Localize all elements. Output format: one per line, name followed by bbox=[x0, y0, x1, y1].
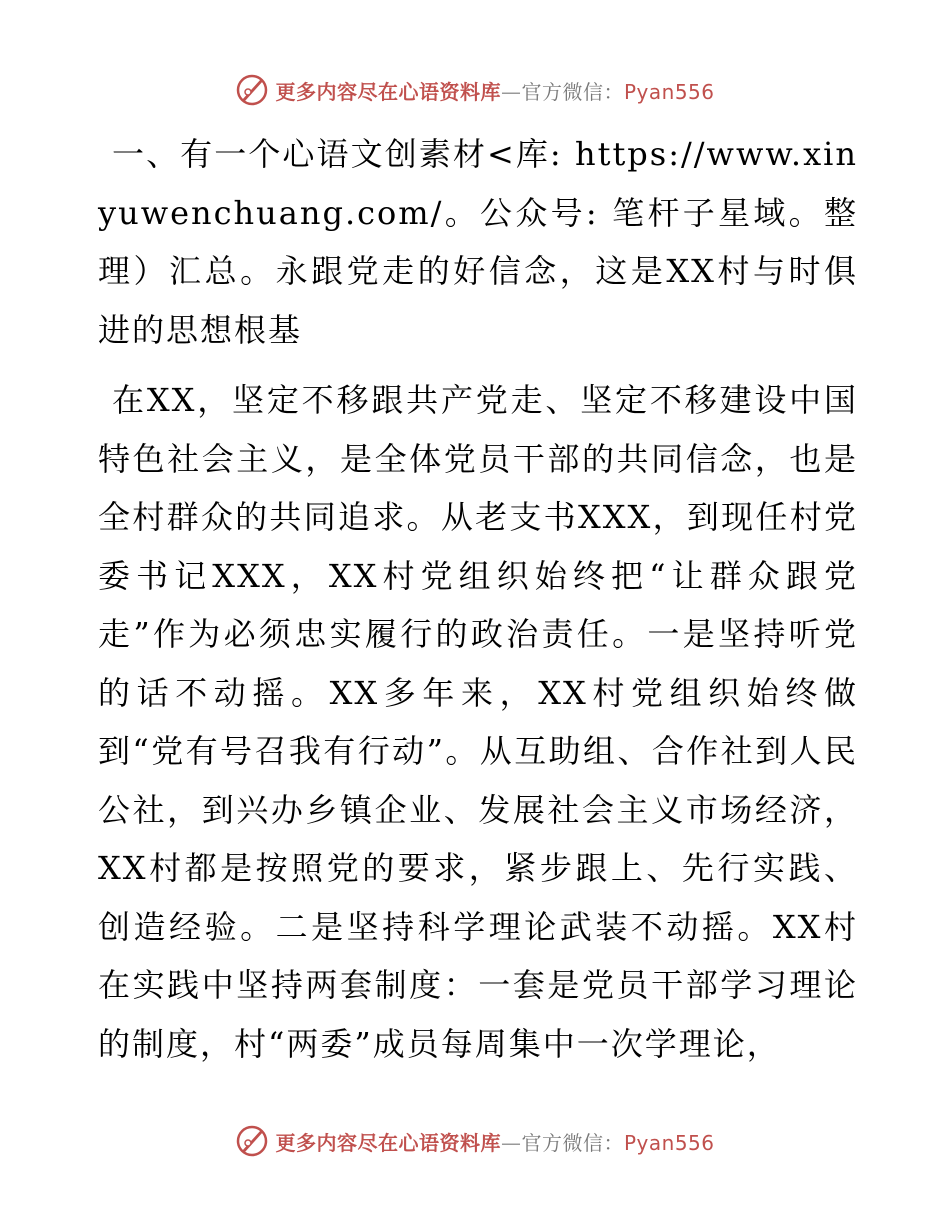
header-banner-site: 更多内容尽在心语资料库 bbox=[275, 79, 501, 104]
footer-banner-separator: — bbox=[500, 1130, 522, 1155]
header-banner-separator: — bbox=[500, 79, 522, 104]
footer-banner-text bbox=[275, 1127, 714, 1156]
header-banner bbox=[0, 70, 950, 110]
header-banner-text bbox=[275, 76, 714, 105]
document-body bbox=[98, 125, 858, 1073]
footer-banner bbox=[0, 1121, 950, 1161]
footer-banner-site: 更多内容尽在心语资料库 bbox=[275, 1130, 501, 1155]
header-banner-handle: Pyan556 bbox=[623, 79, 715, 104]
section-heading: 一、有一个心语文创素材<库: https://www.xinyuwenchuang.com/。公众号: 笔杆子星域。整理）汇总。永跟党走的好信念，这是XX村与时俱进的思想根基 bbox=[98, 135, 858, 349]
footer-banner-handle: Pyan556 bbox=[623, 1130, 715, 1155]
quill-pen-logo-icon bbox=[235, 73, 269, 107]
quill-pen-logo-icon bbox=[235, 1124, 269, 1158]
body-paragraph: 在XX，坚定不移跟共产党走、坚定不移建设中国特色社会主义，是全体党员干部的共同信念，也是全村群众的共同追求。从老支书XXX，到现任村党委书记XXX，XX村党组织始终把“让群众跟党走”作为必须忠实履行的政治责任。一是坚持听党的话不动摇。XX多年来，XX村党组织始终做到“党有号召我有行动”。从互助组、合作社到人民公社，到兴办乡镇企业、发展社会主义市场经济，XX村都是按照党的要求，紧步跟上、先行实践、创造经验。二是坚持科学理论武装不动摇。XX村在实践中坚持两套制度：一套是党员干部学习理论的制度，村“两委”成员每周集中一次学理论， bbox=[98, 381, 858, 1063]
header-banner-label: 官方微信： bbox=[521, 79, 624, 104]
footer-banner-label: 官方微信： bbox=[521, 1130, 624, 1155]
